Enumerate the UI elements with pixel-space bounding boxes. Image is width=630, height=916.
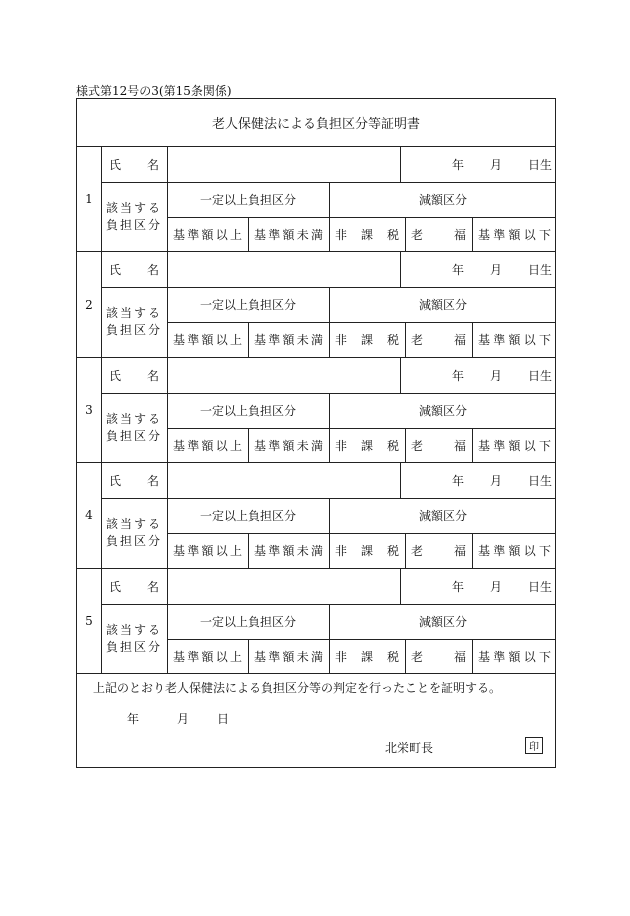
entry-number: 5 <box>85 613 93 628</box>
fixed-share-header: 一定以上負担区分 <box>199 403 296 418</box>
category-label: 該当する 負担区分 <box>105 201 162 232</box>
name-field[interactable] <box>167 147 400 182</box>
date-month-label: 月 <box>177 712 190 726</box>
option-below-standard-2[interactable]: 基 準 額 以 下 <box>478 333 551 348</box>
option-below-standard-2[interactable]: 基 準 額 以 下 <box>478 544 551 559</box>
name-field[interactable] <box>167 252 400 287</box>
date-year-label: 年 <box>127 712 140 726</box>
option-below-standard[interactable]: 基 準 額 未 満 <box>254 649 323 664</box>
date-day-label: 日 <box>217 712 230 726</box>
form-number: 様式第12号の3(第15条関係) <box>76 84 232 98</box>
option-above-standard[interactable]: 基 準 額 以 上 <box>173 544 242 559</box>
option-below-standard-2[interactable]: 基 準 額 以 下 <box>478 228 551 242</box>
seal-stamp: 印 <box>525 737 543 754</box>
name-label: 氏 名 <box>109 263 159 278</box>
entry-block-3 <box>77 358 555 463</box>
option-below-standard[interactable]: 基 準 額 未 満 <box>254 228 323 242</box>
entry-number: 3 <box>85 402 93 417</box>
option-non-taxable[interactable]: 非 課 税 <box>335 228 399 242</box>
option-above-standard[interactable]: 基 準 額 以 上 <box>173 228 242 242</box>
document-title: 老人保健法による負担区分等証明書 <box>77 99 555 147</box>
category-label: 該当する 負担区分 <box>105 306 162 338</box>
fixed-share-header: 一定以上負担区分 <box>199 614 296 629</box>
option-welfare[interactable]: 老 福 <box>411 438 466 453</box>
option-below-standard[interactable]: 基 準 額 未 満 <box>254 333 323 348</box>
category-label: 該当する 負担区分 <box>105 411 162 443</box>
reduced-header: 減額区分 <box>418 193 467 207</box>
option-welfare[interactable]: 老 福 <box>411 228 466 242</box>
certification-date <box>127 710 229 727</box>
entry-number: 2 <box>85 297 93 312</box>
name-label: 氏 名 <box>109 474 159 489</box>
entry-block-1 <box>77 147 555 252</box>
reduced-header: 減額区分 <box>418 509 467 524</box>
category-label: 該当する 負担区分 <box>105 622 162 654</box>
option-welfare[interactable]: 老 福 <box>411 544 466 559</box>
birth-date-field[interactable]: 年 月 日生 <box>451 263 552 278</box>
category-label: 該当する 負担区分 <box>105 517 162 549</box>
fixed-share-header: 一定以上負担区分 <box>199 298 296 313</box>
option-welfare[interactable]: 老 福 <box>411 649 466 664</box>
option-above-standard[interactable]: 基 準 額 以 上 <box>173 649 242 664</box>
name-label: 氏 名 <box>109 579 159 594</box>
option-below-standard-2[interactable]: 基 準 額 以 下 <box>478 649 551 664</box>
entry-number: 4 <box>85 508 93 523</box>
option-non-taxable[interactable]: 非 課 税 <box>335 333 399 348</box>
option-non-taxable[interactable]: 非 課 税 <box>335 438 399 453</box>
reduced-header: 減額区分 <box>418 614 467 629</box>
option-below-standard[interactable]: 基 準 額 未 満 <box>254 544 323 559</box>
name-field[interactable] <box>167 358 400 393</box>
option-non-taxable[interactable]: 非 課 税 <box>335 649 399 664</box>
birth-date-field[interactable]: 年 月 日生 <box>451 579 552 594</box>
option-above-standard[interactable]: 基 準 額 以 上 <box>173 438 242 453</box>
reduced-header: 減額区分 <box>418 403 467 418</box>
birth-date-field[interactable]: 年 月 日生 <box>451 474 552 489</box>
certification-statement: 上記のとおり老人保健法による負担区分等の判定を行ったことを証明する。 <box>93 681 502 695</box>
entries-table <box>77 147 555 674</box>
birth-date-field[interactable]: 年 月 日生 <box>451 368 552 383</box>
option-above-standard[interactable]: 基 準 額 以 上 <box>173 333 242 348</box>
name-field[interactable] <box>167 463 400 498</box>
reduced-header: 減額区分 <box>418 298 467 313</box>
fixed-share-header: 一定以上負担区分 <box>199 193 296 207</box>
fixed-share-header: 一定以上負担区分 <box>199 509 296 524</box>
option-below-standard[interactable]: 基 準 額 未 満 <box>254 438 323 453</box>
option-below-standard-2[interactable]: 基 準 額 以 下 <box>478 438 551 453</box>
name-label: 氏 名 <box>109 368 159 383</box>
issuer-title: 北栄町長 <box>385 741 434 755</box>
entry-block-4 <box>77 463 555 568</box>
birth-date-field[interactable]: 年 月 日生 <box>451 158 552 172</box>
certificate-form <box>76 98 556 768</box>
name-label: 氏 名 <box>109 158 159 172</box>
entry-block-2 <box>77 252 555 357</box>
entry-number: 1 <box>85 192 93 207</box>
entry-block-5 <box>77 569 555 674</box>
option-welfare[interactable]: 老 福 <box>411 333 466 348</box>
name-field[interactable] <box>167 569 400 604</box>
option-non-taxable[interactable]: 非 課 税 <box>335 544 399 559</box>
